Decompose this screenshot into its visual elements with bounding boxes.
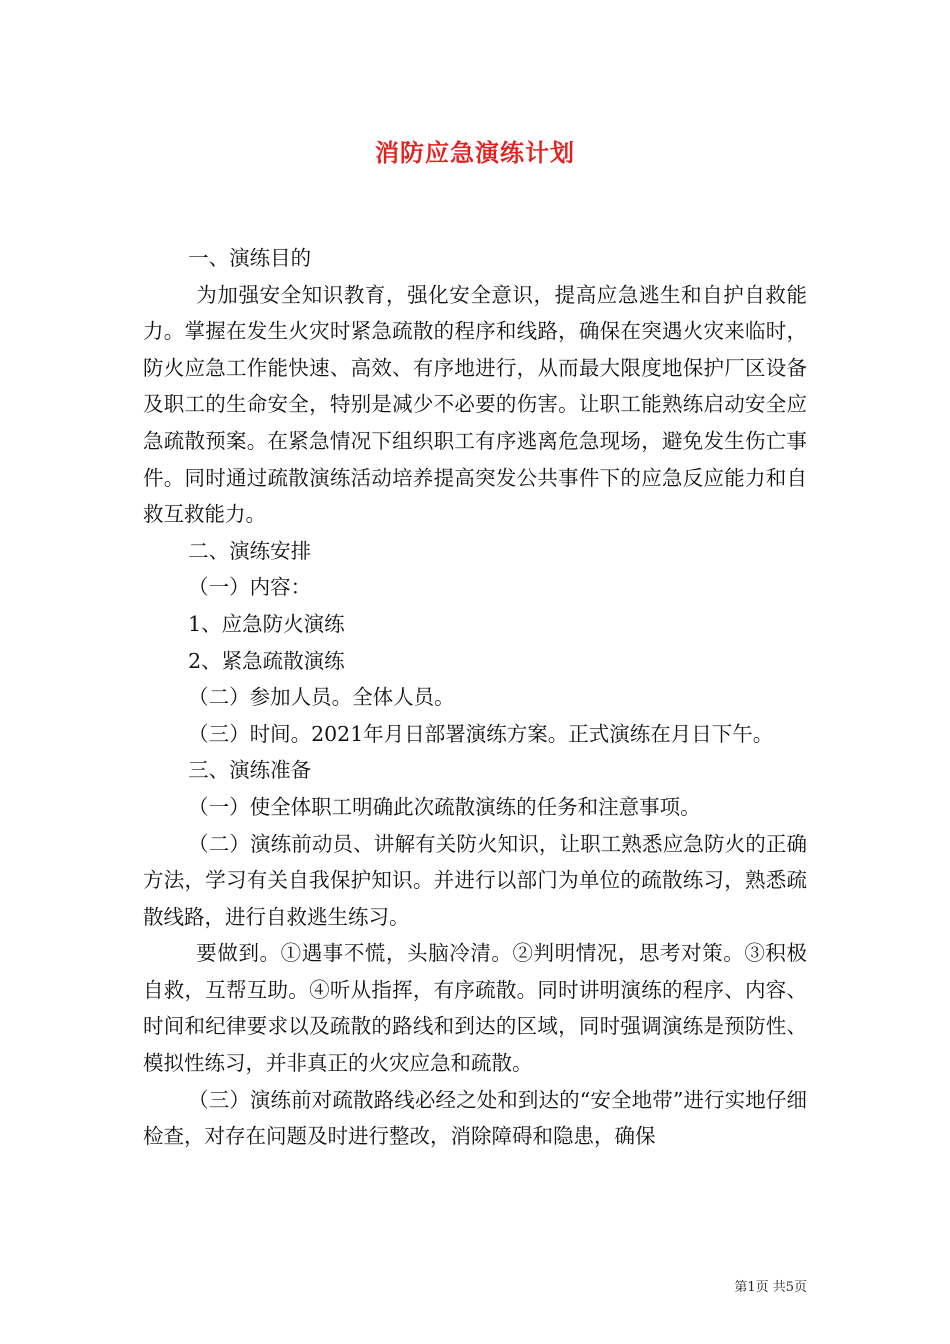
page-footer: 第1页 共5页 [734,1280,807,1295]
page-title: 消防应急演练计划 [375,138,575,167]
paragraph-purpose: 为加强安全知识教育，强化安全意识，提高应急逃生和自护自救能力。掌握在发生火灾时紧急疏散的程序和线路，确保在突遇火灾来临时，防火应急工作能快速、高效、有序地进行，从而最大限度地保护厂区设备及职工的生命安全，特别是减少不必要的伤害。让职工能熟练启动安全应急疏散预案。在紧急情况下组织职工有序逃离危急现场，避免发生伤亡事件。同时通过疏散演练活动培养提高突发公共事件下的应急反应能力和自救互救能力。 [143,282,807,527]
paragraph-prep-2: （二）演练前动员、讲解有关防火知识，让职工熟悉应急防火的正确方法，学习有关自我保护知识。并进行以部门为单位的疏散练习，熟悉疏散线路，进行自救逃生练习。 [143,831,807,929]
section-heading-3: 三、演练准备 [188,758,312,783]
paragraph-prep-1: （一）使全体职工明确此次疏散演练的任务和注意事项。 [188,794,701,819]
section-heading-1: 一、演练目的 [188,246,312,270]
subsection-content: （一）内容： [188,575,312,600]
paragraph-requirements: 要做到。①遇事不慌，头脑冷清。②判明情况，思考对策。③积极自救，互帮互助。④听从指挥，有序疏散。同时讲明演练的程序、内容、时间和纪律要求以及疏散的路线和到达的区域，同时强调演练是预防性、模拟性练习，并非真正的火灾应急和疏散。 [143,941,807,1076]
subsection-participants: （二）参加人员。全体人员。 [188,685,455,710]
list-item: 1、应急防火演练 [188,611,345,636]
document-body [143,240,807,1155]
section-heading-2: 二、演练安排 [188,538,312,563]
list-item: 2、紧急疏散演练 [188,648,345,673]
paragraph-prep-3: （三）演练前对疏散路线必经之处和到达的“安全地带”进行实地仔细检查，对存在问题及时进行整改，消除障碍和隐患，确保 [143,1087,807,1149]
subsection-time: （三）时间。2021年月日部署演练方案。正式演练在月日下午。 [188,721,774,746]
